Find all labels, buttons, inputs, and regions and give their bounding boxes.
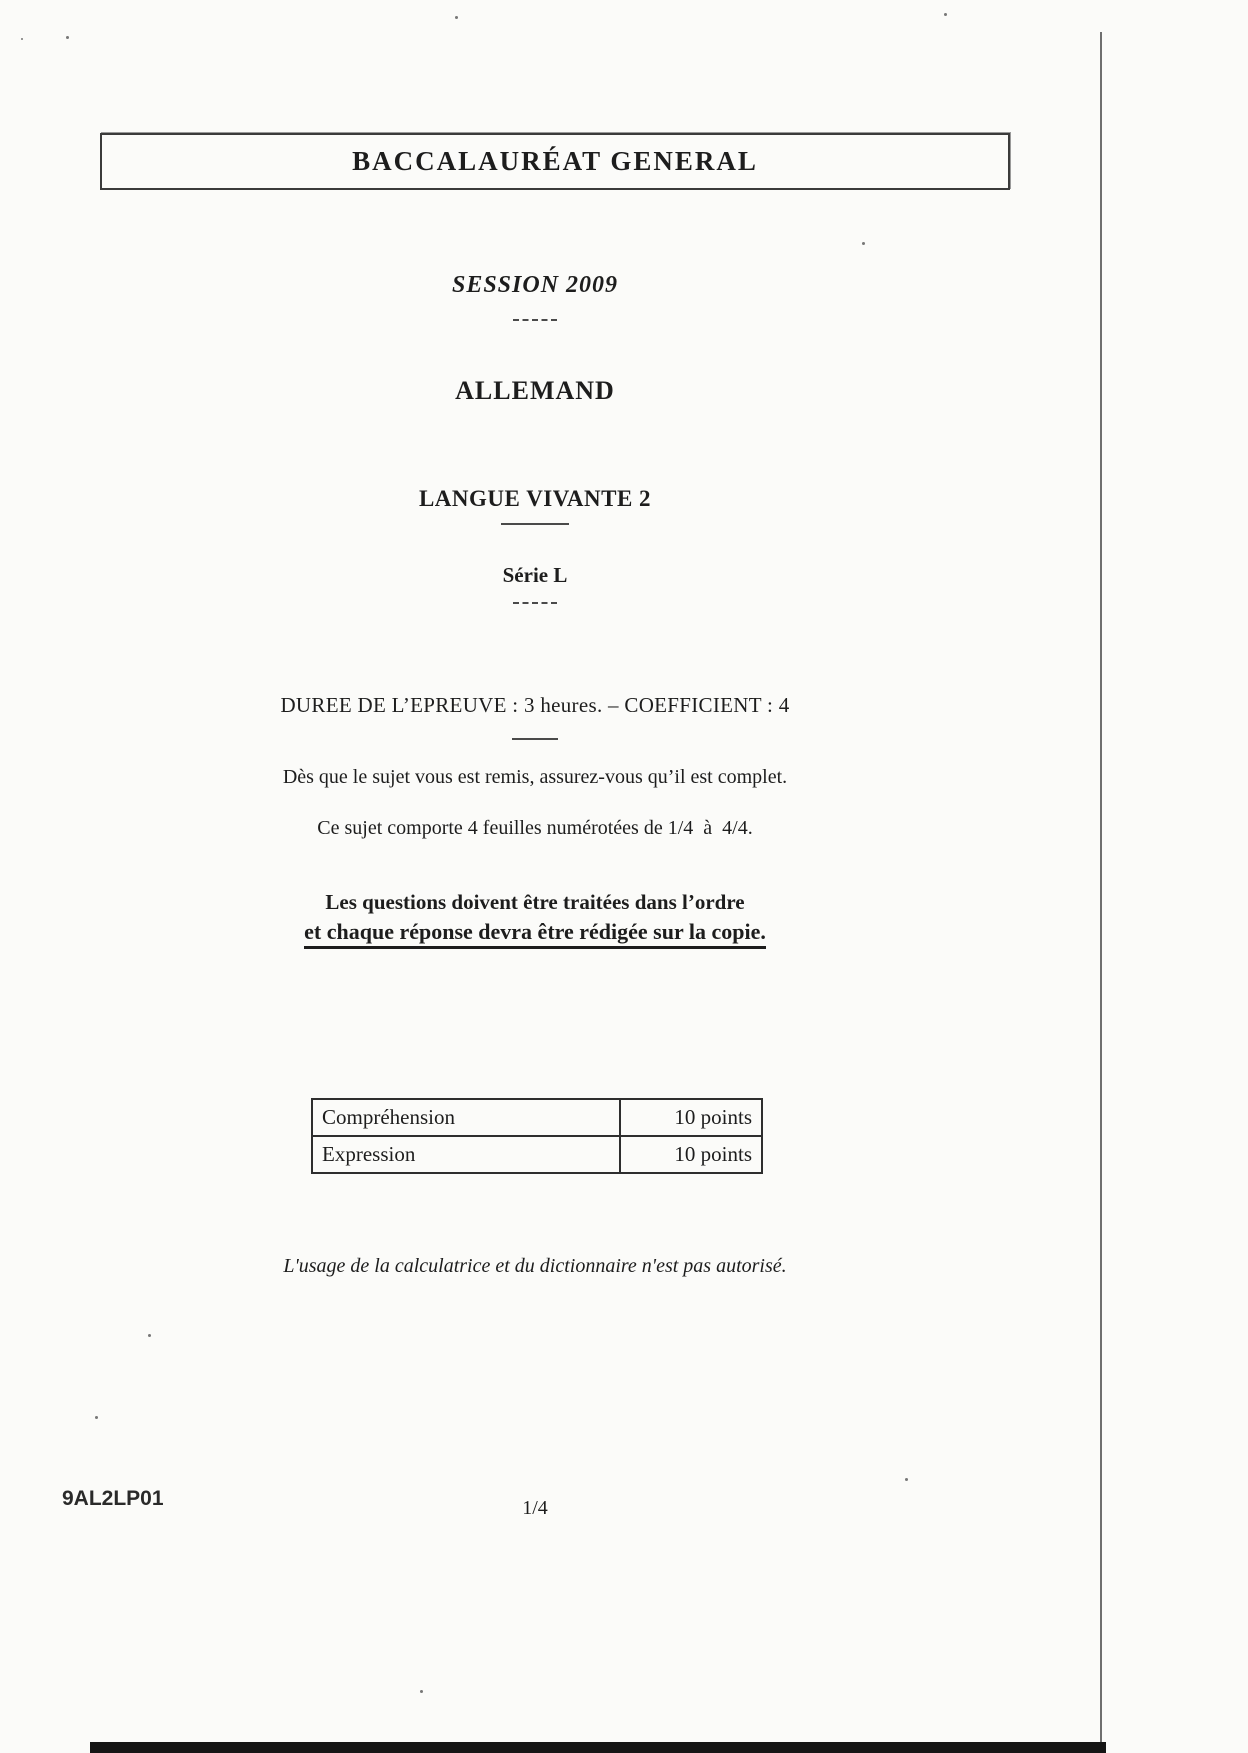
grading-row-points: 10 points bbox=[620, 1099, 762, 1136]
duration-divider bbox=[512, 738, 558, 740]
table-row bbox=[312, 1099, 762, 1136]
order-instruction-line2 bbox=[0, 919, 1070, 945]
page-number: 1/4 bbox=[522, 1497, 548, 1519]
session-divider bbox=[513, 319, 557, 321]
grading-table bbox=[311, 1098, 763, 1174]
scan-speck bbox=[862, 242, 865, 245]
grading-row-label: Compréhension bbox=[312, 1099, 620, 1136]
scan-artifact-vertical-line bbox=[1100, 32, 1102, 1753]
scan-speck bbox=[420, 1690, 423, 1693]
subject-heading: ALLEMAND bbox=[455, 376, 615, 405]
order-instruction-line1: Les questions doivent être traitées dans l’ordre bbox=[325, 890, 745, 914]
scan-speck bbox=[21, 38, 23, 40]
title-box bbox=[100, 133, 1010, 190]
grading-row-points: 10 points bbox=[620, 1136, 762, 1173]
duration-coefficient-line: DUREE DE L’EPREUVE : 3 heures. – COEFFICIENT : 4 bbox=[280, 693, 790, 717]
instruction-check-complete: Dès que le sujet vous est remis, assurez-vous qu’il est complet. bbox=[282, 766, 788, 788]
serie-divider bbox=[513, 602, 557, 604]
scan-speck bbox=[944, 13, 947, 16]
order-instruction-underlined: et chaque réponse devra être rédigée sur la copie. bbox=[304, 919, 766, 949]
language-level-heading: LANGUE VIVANTE 2 bbox=[418, 486, 652, 511]
scan-artifact-bottom-bar bbox=[90, 1742, 1106, 1753]
scan-speck bbox=[148, 1334, 151, 1337]
exam-title: BACCALAURÉAT GENERAL bbox=[352, 146, 758, 176]
calculator-dictionary-note: L'usage de la calculatrice et du dictionnaire n'est pas autorisé. bbox=[283, 1255, 787, 1277]
instruction-page-count: Ce sujet comporte 4 feuilles numérotées de 1/4 à 4/4. bbox=[317, 817, 753, 839]
scan-speck bbox=[95, 1416, 98, 1419]
footer-code: 9AL2LP01 bbox=[62, 1487, 164, 1510]
scan-speck bbox=[66, 36, 69, 39]
scan-speck bbox=[905, 1478, 908, 1481]
language-divider bbox=[501, 523, 569, 525]
serie-heading: Série L bbox=[502, 563, 568, 587]
session-heading: SESSION 2009 bbox=[451, 272, 619, 298]
grading-row-label: Expression bbox=[312, 1136, 620, 1173]
scan-speck bbox=[455, 16, 458, 19]
table-row bbox=[312, 1136, 762, 1173]
